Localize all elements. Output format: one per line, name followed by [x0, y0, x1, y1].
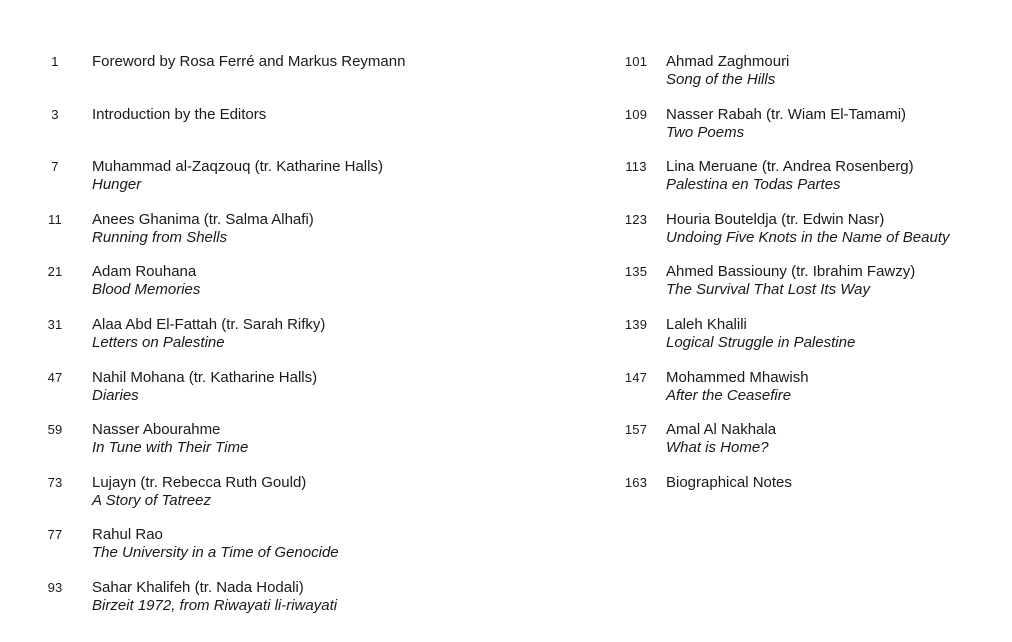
toc-page-number: 157 [624, 422, 648, 438]
toc-author: Anees Ghanima (tr. Salma Alhafi) [92, 210, 314, 228]
toc-page-number: 139 [624, 316, 648, 332]
toc-page-number: 135 [624, 264, 648, 280]
toc-entry [40, 158, 560, 211]
toc-entry-text [92, 211, 314, 247]
toc-title: In Tune with Their Time [92, 439, 249, 457]
toc-title: What is Home? [666, 439, 769, 457]
toc-entry-text [666, 53, 789, 89]
toc-entry-text [92, 579, 337, 615]
toc-entry [40, 263, 560, 316]
toc-page-number: 73 [47, 474, 63, 490]
toc-entry [40, 421, 560, 474]
toc-entry [614, 316, 1004, 369]
toc-page-number: 147 [624, 369, 648, 385]
toc-author: Foreword by Rosa Ferré and Markus Reymann [92, 53, 406, 70]
toc-entry [614, 421, 1004, 474]
toc-author: Mohammed Mhawish [666, 368, 809, 386]
toc-entry-text [92, 158, 383, 194]
toc-entry-text [92, 263, 200, 299]
toc-page-number: 77 [47, 527, 63, 543]
toc-page-number: 101 [624, 54, 648, 69]
toc-entry-text [92, 421, 248, 457]
toc-page-number: 109 [624, 106, 648, 122]
toc-page-number: 93 [47, 579, 63, 595]
toc-title: Birzeit 1972, from Riwayati li-riwayati [92, 596, 338, 614]
toc-title: Undoing Five Knots in the Name of Beauty [666, 228, 950, 246]
toc-title: Blood Memories [92, 281, 201, 299]
toc-page-number: 123 [624, 211, 648, 227]
toc-entry-text [92, 526, 339, 562]
toc-author: Biographical Notes [666, 473, 792, 491]
toc-author: Adam Rouhana [92, 263, 197, 281]
toc-entry [614, 53, 1004, 106]
toc-title: Palestina en Todas Partes [666, 176, 841, 194]
toc-entry [614, 158, 1004, 211]
toc-page-number: 113 [625, 159, 647, 175]
toc-page-number: 21 [47, 264, 63, 280]
toc-author: Amal Al Nakhala [666, 421, 777, 439]
toc-entry-text [92, 53, 405, 71]
toc-page-number: 11 [48, 211, 62, 227]
toc-entry [40, 211, 560, 264]
toc-entry-text [666, 106, 906, 142]
toc-page-number: 163 [624, 474, 648, 490]
toc-title: The Survival That Lost Its Way [666, 281, 870, 299]
toc-entry [40, 369, 560, 422]
toc-author: Nahil Mohana (tr. Katharine Halls) [92, 368, 318, 386]
toc-author: Muhammad al-Zaqzouq (tr. Katharine Halls) [92, 158, 383, 176]
toc-entry [614, 369, 1004, 422]
toc-author: Houria Bouteldja (tr. Edwin Nasr) [666, 210, 885, 228]
toc-entry [40, 526, 560, 579]
toc-author: Lujayn (tr. Rebecca Ruth Gould) [92, 473, 307, 491]
toc-entry-text [92, 316, 325, 352]
toc-entry-text [666, 421, 776, 457]
toc-author: Rahul Rao [92, 526, 163, 544]
toc-page-number: 7 [51, 159, 59, 175]
toc-entry [40, 474, 560, 527]
toc-page-number: 31 [47, 316, 63, 332]
toc-title: Letters on Palestine [92, 333, 225, 351]
toc-author: Lina Meruane (tr. Andrea Rosenberg) [666, 158, 914, 176]
toc-entry [40, 53, 560, 106]
toc-entry [40, 316, 560, 369]
toc-author: Nasser Abourahme [92, 421, 221, 439]
toc-title: A Story of Tatreez [92, 491, 211, 509]
toc-author: Introduction by the Editors [92, 105, 267, 123]
toc-title: Song of the Hills [666, 71, 776, 88]
toc-author: Alaa Abd El-Fattah (tr. Sarah Rifky) [92, 315, 326, 333]
toc-author: Nasser Rabah (tr. Wiam El-Tamami) [666, 105, 907, 123]
toc-page-number: 3 [51, 106, 59, 122]
toc-page-number: 1 [51, 54, 59, 69]
toc-entry [614, 474, 1004, 527]
toc-title: The University in a Time of Genocide [92, 544, 339, 562]
toc-entry-text [92, 474, 306, 510]
toc-author: Laleh Khalili [666, 315, 747, 333]
toc-page-number: 59 [47, 422, 63, 438]
toc-entry-text [666, 369, 809, 405]
toc-author: Sahar Khalifeh (tr. Nada Hodali) [92, 578, 304, 596]
toc-entry-text [666, 316, 855, 352]
toc-left-column [40, 53, 560, 632]
toc-entry [40, 106, 560, 159]
toc-entry-text [92, 369, 317, 405]
toc-title: Logical Struggle in Palestine [666, 333, 856, 351]
toc-title: Hunger [92, 176, 142, 194]
toc-author: Ahmad Zaghmouri [666, 53, 790, 70]
toc-entry [40, 579, 560, 632]
toc-entry-text [666, 263, 915, 299]
toc-entry-text [666, 158, 914, 194]
toc-entry [614, 211, 1004, 264]
toc-title: Two Poems [666, 123, 745, 141]
toc-entry-text [666, 211, 950, 247]
toc-page-number: 47 [47, 369, 63, 385]
toc-entry-text [666, 474, 792, 492]
toc-entry [614, 263, 1004, 316]
toc-title: After the Ceasefire [666, 386, 792, 404]
toc-title: Running from Shells [92, 228, 228, 246]
toc-right-column [614, 53, 1004, 526]
toc-author: Ahmed Bassiouny (tr. Ibrahim Fawzy) [666, 263, 916, 281]
toc-title: Diaries [92, 386, 139, 404]
toc-entry-text [92, 106, 266, 124]
toc-entry [614, 106, 1004, 159]
